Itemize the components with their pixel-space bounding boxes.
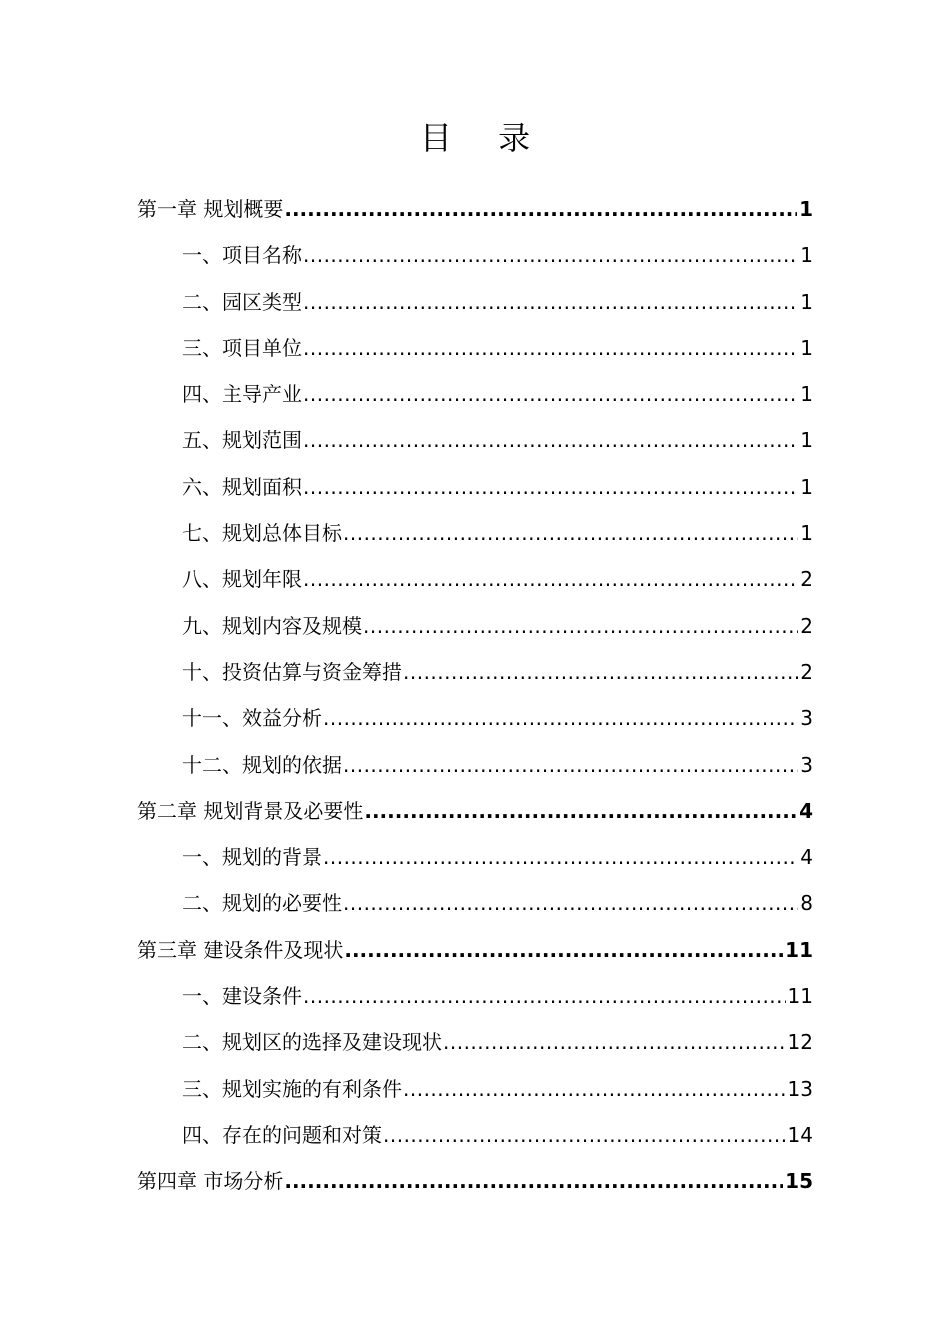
- toc-section-entry[interactable]: [137, 1112, 813, 1158]
- toc-entry-label: 一、建设条件: [182, 984, 302, 1009]
- toc-section-entry[interactable]: [137, 742, 813, 788]
- toc-page-number: 15: [785, 1169, 813, 1194]
- toc-dot-leader: [323, 834, 798, 880]
- toc-page-number: 4: [800, 845, 813, 870]
- toc-section-entry[interactable]: [137, 464, 813, 510]
- toc-entry-label: 第四章 市场分析: [137, 1169, 284, 1194]
- toc-entry-label: 第二章 规划背景及必要性: [137, 798, 364, 823]
- toc-entry-label: 一、项目名称: [182, 243, 302, 268]
- toc-dot-leader: [343, 742, 798, 788]
- toc-dot-leader: [343, 510, 798, 556]
- toc-section-entry[interactable]: [137, 232, 813, 278]
- toc-entry-label: 第一章 规划概要: [137, 197, 284, 221]
- toc-section-entry[interactable]: [137, 834, 813, 880]
- toc-section-entry[interactable]: [137, 695, 813, 741]
- toc-chapter-entry[interactable]: [137, 186, 813, 232]
- toc-entry-label: 三、项目单位: [182, 335, 302, 360]
- toc-page-number: 13: [787, 1076, 813, 1101]
- toc-entry-label: 第三章 建设条件及现状: [137, 937, 344, 962]
- toc-section-entry[interactable]: [137, 371, 813, 417]
- toc-entry-label: 二、规划的必要性: [182, 891, 342, 916]
- toc-entry-label: 四、主导产业: [182, 382, 302, 407]
- toc-page-number: 4: [799, 798, 813, 823]
- toc-page-number: 1: [800, 382, 813, 407]
- toc-section-entry[interactable]: [137, 1066, 813, 1112]
- toc-entry-label: 六、规划面积: [182, 474, 302, 499]
- toc-dot-leader: [303, 325, 798, 371]
- toc-dot-leader: [303, 371, 798, 417]
- toc-page-number: 1: [800, 428, 813, 453]
- toc-entry-label: 十二、规划的依据: [182, 752, 342, 777]
- toc-section-entry[interactable]: [137, 973, 813, 1019]
- toc-dot-leader: [403, 649, 798, 695]
- toc-page-number: 12: [787, 1030, 813, 1055]
- toc-page-number: 1: [800, 521, 813, 546]
- toc-dot-leader: [383, 1112, 786, 1158]
- toc-page-number: 3: [800, 752, 813, 777]
- toc-dot-leader: [303, 556, 798, 602]
- toc-dot-leader: [303, 279, 798, 325]
- toc-entry-label: 一、规划的背景: [182, 845, 322, 870]
- toc-page-number: 11: [787, 984, 813, 1009]
- toc-dot-leader: [303, 232, 798, 278]
- toc-entry-label: 二、规划区的选择及建设现状: [182, 1030, 442, 1055]
- toc-entry-label: 八、规划年限: [182, 567, 302, 592]
- toc-section-entry[interactable]: [137, 556, 813, 602]
- toc-entry-label: 七、规划总体目标: [182, 521, 342, 546]
- toc-page-number: 3: [800, 706, 813, 731]
- table-of-contents: [137, 186, 813, 1205]
- toc-section-entry[interactable]: [137, 880, 813, 926]
- toc-section-entry[interactable]: [137, 649, 813, 695]
- toc-dot-leader: [364, 788, 797, 834]
- toc-section-entry[interactable]: [137, 417, 813, 463]
- toc-page-number: 14: [787, 1122, 813, 1147]
- toc-entry-label: 四、存在的问题和对策: [182, 1122, 382, 1147]
- toc-chapter-entry[interactable]: [137, 788, 813, 834]
- toc-page-number: 8: [800, 891, 813, 916]
- toc-entry-label: 九、规划内容及规模: [182, 613, 362, 638]
- toc-section-entry[interactable]: [137, 279, 813, 325]
- toc-chapter-entry[interactable]: [137, 927, 813, 973]
- toc-dot-leader: [303, 417, 798, 463]
- toc-chapter-entry[interactable]: [137, 1158, 813, 1204]
- toc-entry-label: 十、投资估算与资金筹措: [182, 659, 402, 684]
- toc-dot-leader: [403, 1066, 786, 1112]
- toc-page-number: 11: [785, 937, 813, 962]
- toc-dot-leader: [343, 880, 798, 926]
- toc-dot-leader: [363, 603, 798, 649]
- toc-page-number: 2: [800, 659, 813, 684]
- toc-dot-leader: [344, 927, 783, 973]
- toc-dot-leader: [284, 186, 797, 232]
- toc-entry-label: 二、园区类型: [182, 289, 302, 314]
- toc-dot-leader: [303, 973, 786, 1019]
- toc-entry-label: 三、规划实施的有利条件: [182, 1076, 402, 1101]
- toc-section-entry[interactable]: [137, 603, 813, 649]
- toc-page-number: 2: [800, 567, 813, 592]
- toc-section-entry[interactable]: [137, 325, 813, 371]
- toc-dot-leader: [284, 1158, 783, 1204]
- toc-page-number: 1: [799, 197, 813, 221]
- toc-section-entry[interactable]: [137, 1019, 813, 1065]
- toc-dot-leader: [303, 464, 798, 510]
- toc-section-entry[interactable]: [137, 510, 813, 556]
- toc-dot-leader: [323, 695, 798, 741]
- toc-page-number: 1: [800, 243, 813, 268]
- toc-page-number: 1: [800, 474, 813, 499]
- toc-dot-leader: [443, 1019, 786, 1065]
- toc-entry-label: 五、规划范围: [182, 428, 302, 453]
- toc-page-number: 1: [800, 335, 813, 360]
- toc-entry-label: 十一、效益分析: [182, 706, 322, 731]
- toc-page-number: 2: [800, 613, 813, 638]
- toc-page-number: 1: [800, 289, 813, 314]
- toc-title: 目 录: [419, 119, 549, 157]
